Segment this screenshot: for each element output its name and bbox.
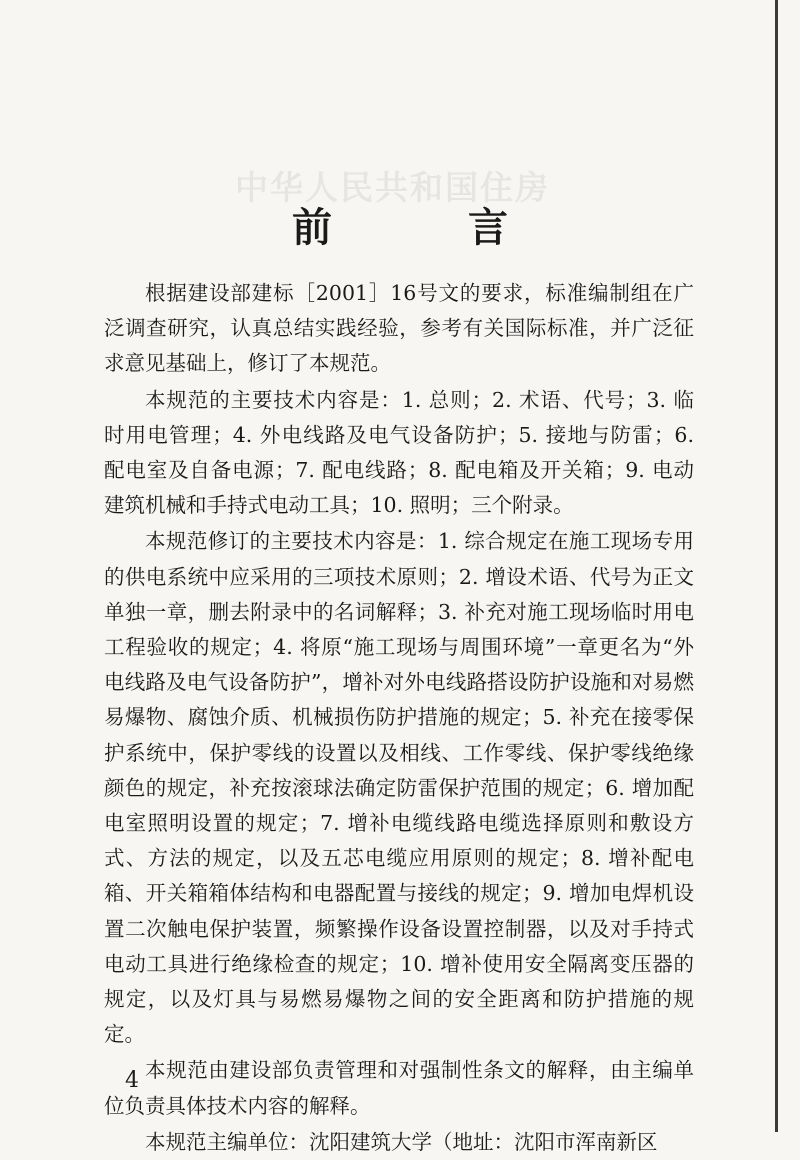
paragraph-revision-content: 本规范修订的主要技术内容是：1. 综合规定在施工现场专用的供电系统中应采用的三项技术原则；2. 增设术语、代号为正文单独一章，删去附录中的名词解释；3. 补充对施工现场临时用电工程验收的规定；4. 将原“施工现场与周围环境”一章更名为“外电线路及电气设备防护”，增补对外电线路搭设防护设施和对易燃易爆物、腐蚀介质、机械损伤防护措施的规定；5. 补充在接零保护系统中，保护零线的设置以及相线、工作零线、保护零线绝缘颜色的规定，补充按滚球法确定防雷保护范围的规定；6. 增加配电室照明设置的规定；7. 增补电缆线路电缆选择原则和敷设方式、方法的规定，以及五芯电缆应用原则的规定；8. 增补配电箱、开关箱箱体结构和电器配置与接线的规定；9. 增加电焊机设置二次触电保护装置，频繁操作设备设置控制器，以及对手持式电动工具进行绝缘检查的规定；10. 增补使用安全隔离变压器的规定，以及灯具与易燃易爆物之间的安全距离和防护措施的规定。: [104, 529, 694, 1047]
paragraph-management: 本规范由建设部负责管理和对强制性条文的解释，由主编单位负责具体技术内容的解释。: [104, 1058, 694, 1118]
body-text: [104, 276, 694, 1160]
page-number: 4: [125, 1068, 139, 1093]
paragraph-basis: 根据建设部建标［2001］16号文的要求，标准编制组在广泛调查研究，认真总结实践经验，参考有关国际标准，并广泛征求意见基础上，修订了本规范。: [104, 281, 694, 376]
page-edge-shadow: [775, 0, 778, 1132]
paragraph-chief-editor: 本规范主编单位：沈阳建筑大学（地址：沈阳市浑南新区: [145, 1129, 658, 1154]
paragraph-main-content: 本规范的主要技术内容是：1. 总则；2. 术语、代号；3. 临时用电管理；4. 外电线路及电气设备防护；5. 接地与防雷；6. 配电室及自备电源；7. 配电线路；8. 配电箱及开关箱；9. 电动建筑机械和手持式电动工具；10. 照明；三个附录。: [104, 387, 694, 518]
bleed-through-text: 中华人民共和国住房: [235, 168, 550, 207]
page-title: 前 言: [292, 204, 556, 251]
